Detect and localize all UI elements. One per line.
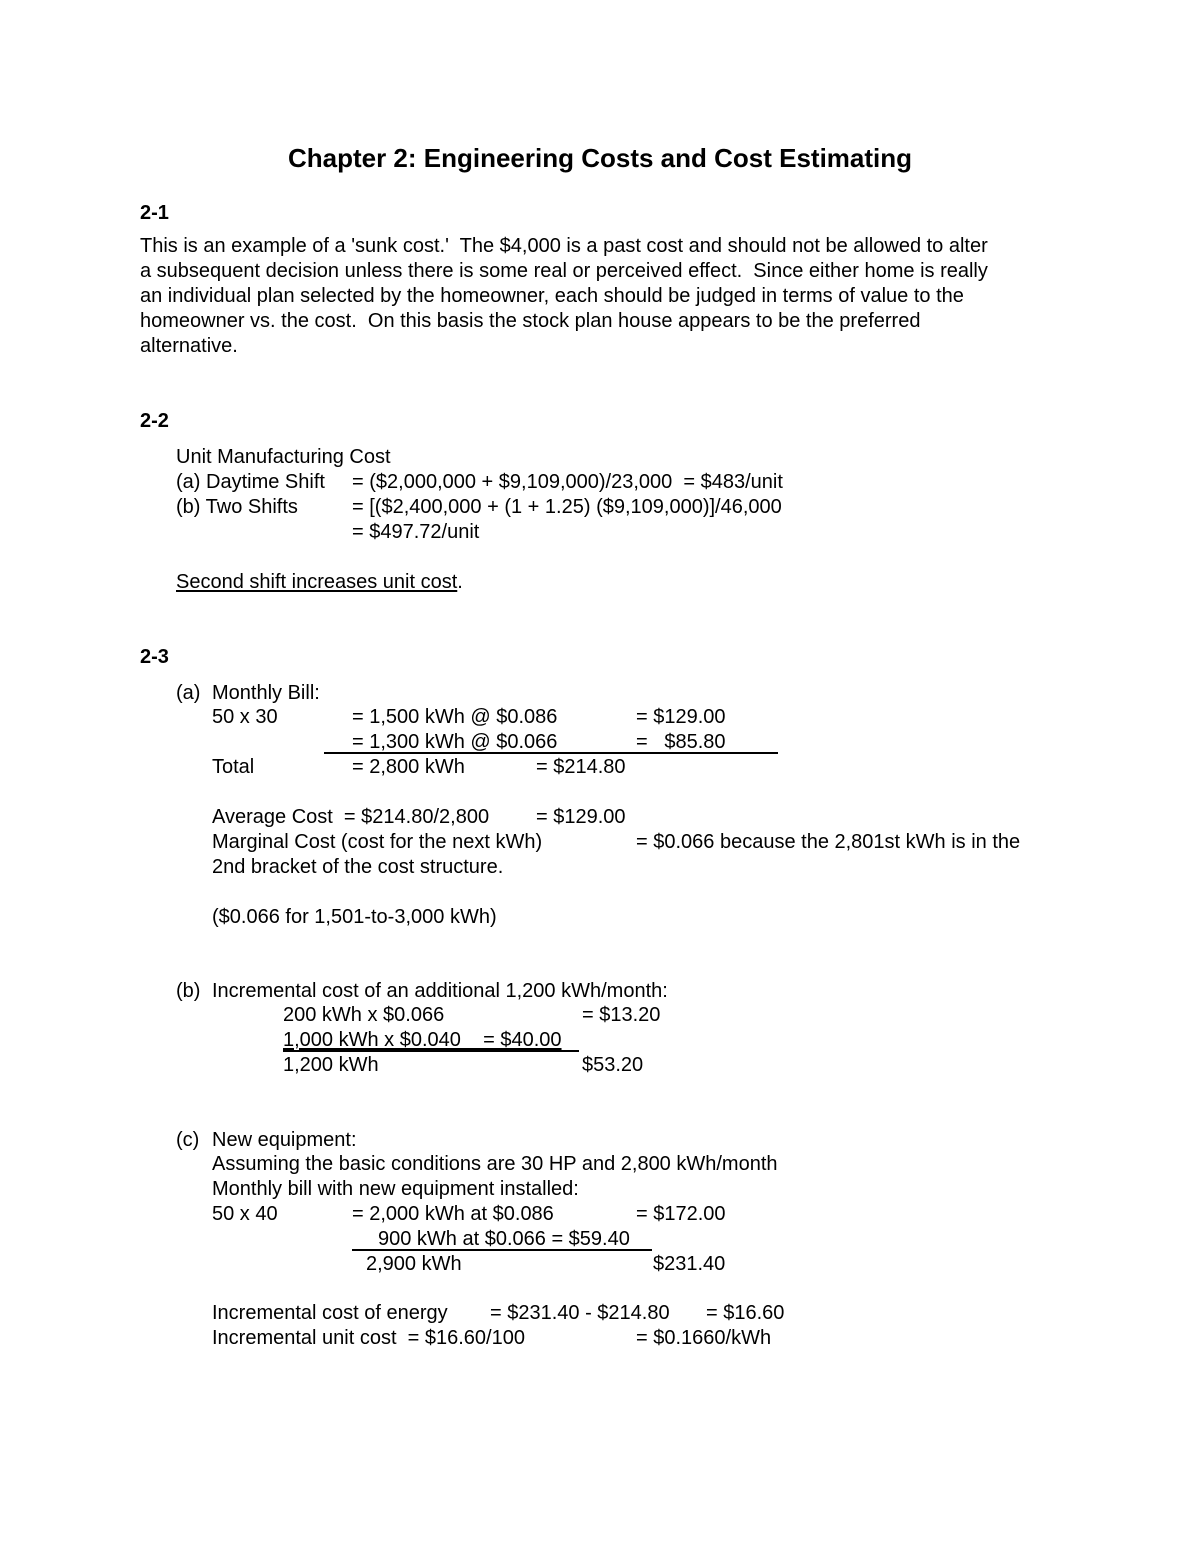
part-c-label: (c) [176,1129,200,1151]
inc-unit-label: Incremental unit cost = $16.60/100 [212,1327,525,1349]
heading-2-3: 2-3 [140,646,169,668]
a-total-label: Total [212,756,255,778]
b-row1-c2: = $13.20 [582,1004,661,1026]
p1-line-4: homeowner vs. the cost. On this basis the stock plan house appears to be the preferred [140,310,921,332]
daytime-shift-label: (a) Daytime Shift [176,471,325,493]
c-row1-c3: = $172.00 [636,1203,726,1225]
inc-unit-val: = $0.1660/kWh [636,1327,772,1349]
bracket-note: ($0.066 for 1,501-to-3,000 kWh) [212,906,497,928]
a-row2-c3: = $85.80 [636,731,726,753]
marginal-cost-value: = $0.066 because the 2,801st kWh is in the [636,831,1021,853]
c-row1-c2: = 2,000 kWh at $0.086 [352,1203,554,1225]
average-cost-value: = $129.00 [536,806,626,828]
conclusion-text: Second shift increases unit cost [176,571,458,593]
two-shifts-label: (b) Two Shifts [176,496,298,518]
a-total-kwh: = 2,800 kWh [352,756,465,778]
c-sum-rule [352,1249,652,1251]
b-total-cost: $53.20 [582,1054,644,1076]
part-c-title: New equipment: [212,1129,357,1151]
c-total-cost: $231.40 [653,1253,726,1275]
average-cost-label: Average Cost = $214.80/2,800 [212,806,490,828]
marginal-cost-cont: 2nd bracket of the cost structure. [212,856,504,878]
a-row2-c2: = 1,300 kWh @ $0.066 [352,731,558,753]
part-a-title: Monthly Bill: [212,682,320,704]
conclusion-period: . [457,571,463,593]
two-shifts-result: = $497.72/unit [352,521,480,543]
c-monthly-bill: Monthly bill with new equipment installed: [212,1178,579,1200]
b-row2: 1,000 kWh x $0.040 = $40.00 [283,1029,562,1051]
p1-line-5: alternative. [140,335,238,357]
c-total-kwh: 2,900 kWh [366,1253,462,1275]
two-shifts-eq: = [($2,400,000 + (1 + 1.25) ($9,109,000)]/46,000 [352,496,782,518]
inc-energy-val: = $16.60 [706,1302,785,1324]
marginal-cost-label: Marginal Cost (cost for the next kWh) [212,831,543,853]
part-a-label: (a) [176,682,201,704]
c-assumption: Assuming the basic conditions are 30 HP and 2,800 kWh/month [212,1153,778,1175]
unit-manufacturing-cost: Unit Manufacturing Cost [176,446,391,468]
b-sum-rule [283,1050,579,1052]
daytime-shift-eq: = ($2,000,000 + $9,109,000)/23,000 = $483/unit [352,471,783,493]
p1-line-1: This is an example of a 'sunk cost.' The $4,000 is a past cost and should not be allowed to alter [140,235,988,257]
a-row1-c1: 50 x 30 [212,706,278,728]
p1-line-3: an individual plan selected by the homeowner, each should be judged in terms of value to the [140,285,964,307]
inc-energy-label: Incremental cost of energy [212,1302,448,1324]
part-b-label: (b) [176,980,201,1002]
inc-energy-eq: = $231.40 - $214.80 [490,1302,670,1324]
b-row1-c1: 200 kWh x $0.066 [283,1004,445,1026]
part-b-title: Incremental cost of an additional 1,200 kWh/month: [212,980,668,1002]
a-total-cost: = $214.80 [536,756,626,778]
c-row1-c1: 50 x 40 [212,1203,278,1225]
heading-2-1: 2-1 [140,202,169,224]
b-total-kwh: 1,200 kWh [283,1054,379,1076]
a-row1-c3: = $129.00 [636,706,726,728]
p1-line-2: a subsequent decision unless there is some real or perceived effect. Since either home is really [140,260,988,282]
heading-2-2: 2-2 [140,410,169,432]
page-title: Chapter 2: Engineering Costs and Cost Estimating [287,143,913,173]
conclusion [176,570,463,594]
a-row1-c2: = 1,500 kWh @ $0.086 [352,706,558,728]
a-sum-rule [324,752,778,754]
c-row2: 900 kWh at $0.066 = $59.40 [378,1228,630,1250]
